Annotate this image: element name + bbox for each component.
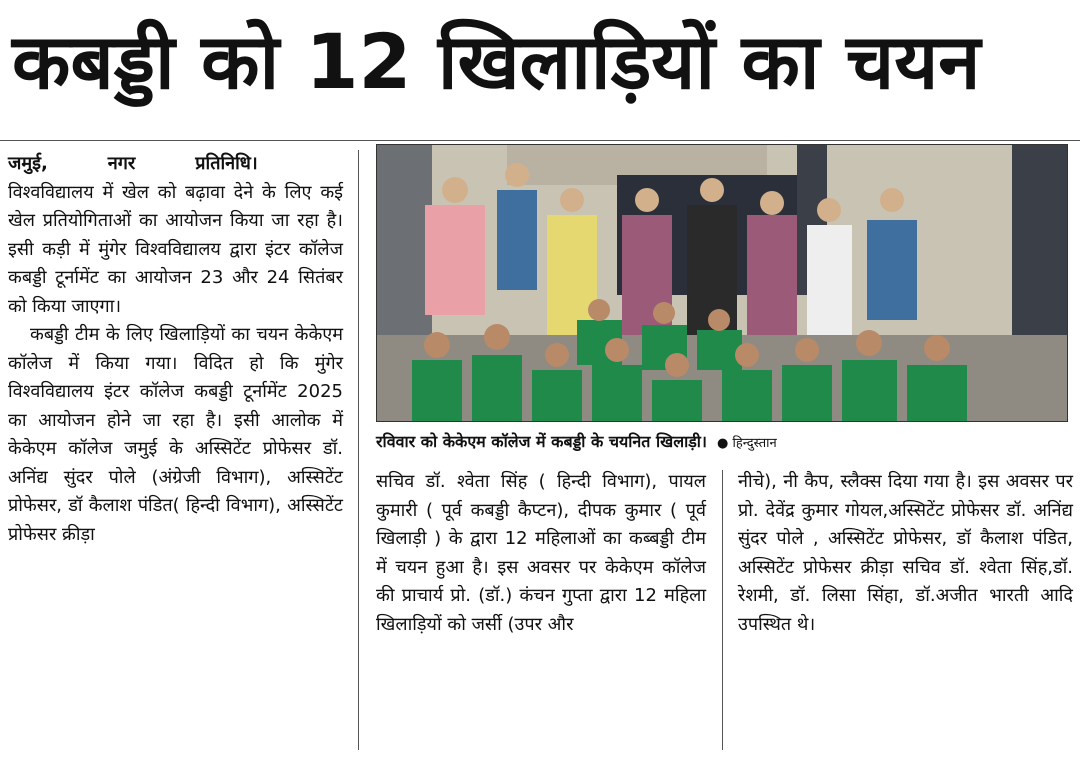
article-column-1 <box>8 150 343 549</box>
dateline-city: नगर <box>107 153 136 174</box>
headline-rule <box>0 140 1080 141</box>
column-rule-1 <box>358 150 359 750</box>
paragraph-2: कबड्डी टीम के लिए खिलाड़ियों का चयन केकेएम कॉलेज में किया गया। विदित हो कि मुंगेर विश्वविद्यालय इंटर कॉलेज कबड्डी टूर्नामेंट 2025 का आयोजन होने जा रहा है। इसी आलोक में केकेएम कॉलेज जमुई के अस्सिटेंट प्रोफेसर डॉ. अनिंद्य सुंदर पोले (अंग्रेजी विभाग), अस्सिटेंट प्रोफेसर, डॉ कैलाश पंडित( हिन्दी विभाग), अस्सिटेंट प्रोफेसर क्रीड़ा <box>8 324 343 545</box>
photo-credit: ● हिन्दुस्तान <box>716 436 777 451</box>
group-photo-illustration <box>377 145 1068 422</box>
article-column-2 <box>376 468 706 639</box>
article-column-3 <box>738 468 1073 639</box>
column-rule-2 <box>722 470 723 750</box>
paragraph-1: विश्वविद्यालय में खेल को बढ़ावा देने के लिए कई खेल प्रतियोगिताओं का आयोजन किया जा रहा है। इसी कड़ी में मुंगेर विश्वविद्यालय द्वारा इंटर कॉलेज कबड्डी टूर्नामेंट का आयोजन 23 और 24 सितंबर को किया जाएगा। <box>8 181 343 317</box>
photo-caption <box>376 430 1066 458</box>
caption-text: रविवार को केकेएम कॉलेज में कबड्डी के चयनित खिलाड़ी। <box>376 432 707 451</box>
group-photo <box>376 144 1068 422</box>
headline: कबड्डी को 12 खिलाड़ियों का चयन <box>12 17 981 106</box>
dateline-place: जमुई, <box>8 153 48 174</box>
paragraph-4: नीचे), नी कैप, स्लैक्स दिया गया है। इस अवसर पर प्रो. देवेंद्र कुमार गोयल,अस्सिटेंट प्रोफेसर डॉ. अनिंद्य सुंदर पोले , अस्सिटेंट प्रोफेसर, डॉ कैलाश पंडित, अस्सिटेंट प्रोफेसर क्रीड़ा सचिव डॉ. श्वेता सिंह,डॉ. रेशमी, डॉ. लिसा सिंहा, डॉ.अजीत भारती आदि उपस्थित थे। <box>738 471 1073 635</box>
paragraph-3: सचिव डॉ. श्वेता सिंह ( हिन्दी विभाग), पायल कुमारी ( पूर्व कबड्डी कैप्टन), दीपक कुमार ( पूर्व खिलाड़ी ) के द्वारा 12 महिलाओं का कब्बड्डी टीम में चयन हुआ है। इस अवसर पर केकेएम कॉलेज की प्राचार्य प्रो. (डॉ.) कंचन गुप्ता द्वारा 12 महिला खिलाड़ियों को जर्सी (उपर और <box>376 471 706 635</box>
dateline <box>8 150 343 179</box>
dateline-reporter: प्रतिनिधि। <box>195 153 258 174</box>
